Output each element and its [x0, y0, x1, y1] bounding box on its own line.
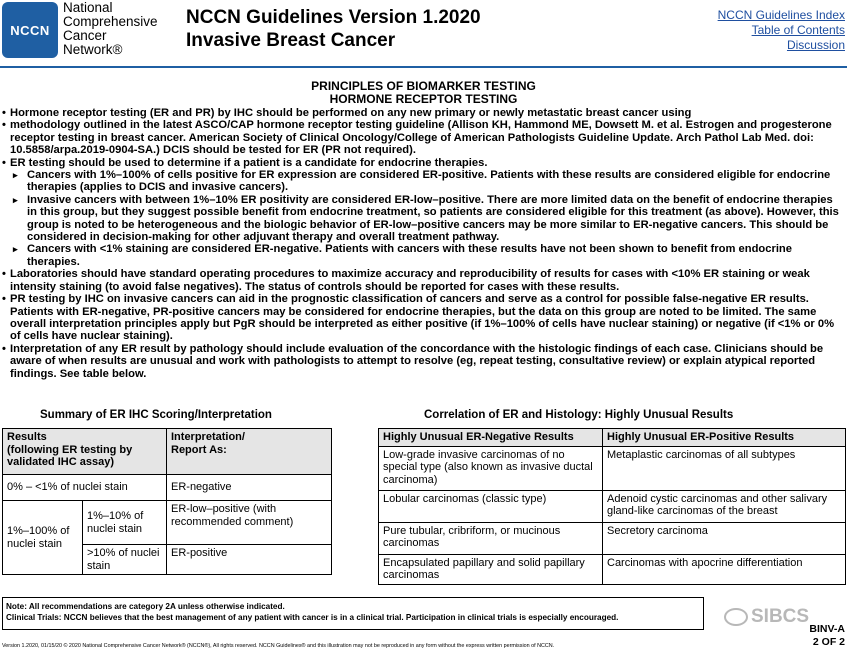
bullet-item: • Laboratories should have standard operating procedures to maximize accuracy and reproducibility of results for cases with <10% ER staining or weak intensity staining (to avoid false negatives). The status of controls should be reported for cases with these results. [2, 268, 845, 293]
bullet-item: • Hormone receptor testing (ER and PR) by IHC should be performed on any new primary or newly metastatic breast cancer using [2, 107, 845, 119]
table-cell: 1%–100% of nuclei stain [3, 501, 83, 575]
table-cell: >10% of nuclei stain [83, 545, 167, 575]
page-number: 2 OF 2 [812, 636, 845, 648]
table-row [379, 554, 846, 584]
watermark-text: SIBCS [751, 606, 810, 627]
header-divider [0, 66, 847, 68]
note-box [2, 597, 704, 630]
title-topic: Invasive Breast Cancer [186, 30, 396, 51]
table2-col1-header: Highly Unusual ER-Negative Results [379, 429, 603, 447]
wechat-icon [724, 608, 748, 626]
table-cell: Secretory carcinoma [603, 522, 846, 554]
er-scoring-table [2, 428, 332, 575]
table-cell: 1%–10% of nuclei stain [83, 501, 167, 545]
table-cell: ER-low–positive (with recommended comment) [167, 501, 332, 545]
bullet-item: • Interpretation of any ER result by pathology should include evaluation of the concordance with the histologic findings of each case. Clinicians should be aware of when results are unusual and work with pathologists to attempt to resolve (eg, repeat testing, consultative review) or explain atypical reported findings. See table below. [2, 343, 845, 380]
watermark [724, 606, 809, 628]
table-cell: Lobular carcinomas (classic type) [379, 490, 603, 522]
bullet-item: • methodology outlined in the latest ASCO/CAP hormone receptor testing guideline (Allison KH, Hammond ME, Dowsett M. et al. Estrogen and progesterone receptor testing in breast cancer. American Society of Clinical Oncology/College of American Pathologists Guideline Update. Arch Pathol Lab Med. doi: 10.5858/arpa.2019-0904-SA.) DCIS should be tested for ER (PR not required). [2, 119, 845, 156]
section-title: PRINCIPLES OF BIOMARKER TESTING [311, 79, 536, 93]
table1-heading: Summary of ER IHC Scoring/Interpretation [40, 409, 272, 421]
page-header [0, 0, 847, 64]
sub-bullet-item: ▸ Cancers with <1% staining are considered ER-negative. Patients with cancers with these results have not been shown to benefit from endocrine therapies. [10, 243, 845, 268]
table-cell: Pure tubular, cribriform, or mucinous carcinomas [379, 522, 603, 554]
table-cell: Metaplastic carcinomas of all subtypes [603, 446, 846, 490]
org-name-line: Comprehensive [63, 14, 158, 29]
table-cell: 0% – <1% of nuclei stain [3, 475, 167, 501]
org-name-line: Cancer [63, 28, 107, 43]
org-name-line: National [63, 0, 113, 15]
bullet-list [2, 107, 845, 380]
bullet-item: • PR testing by IHC on invasive cancers can aid in the prognostic classification of cancers and serve as a control for possible false-negative ER results. Patients with ER-negative, PR-positive cancers may be considered for endocrine therapies, but the data on this group are noted to be limited. The same overall interpretation principles apply but PgR should be interpreted as either positive (if 1%–100% of cells have nuclear staining) or negative (if <1% or 0% of cells have nuclear staining). [2, 293, 845, 343]
nav-links [718, 8, 845, 53]
table2-heading: Correlation of ER and Histology: Highly Unusual Results [424, 409, 734, 421]
discussion-link[interactable]: Discussion [786, 38, 845, 52]
table-cell: Low-grade invasive carcinomas of no special type (also known as invasive ductal carcinoma) [379, 446, 603, 490]
sub-bullet-item: ▸ Invasive cancers with between 1%–10% ER positivity are considered ER-low–positive. There are more limited data on the benefit of endocrine therapies in this group, but they suggest possible benefit from endocrine treatment, so patients are considered eligible for this treatment (as above). However, this group is noted to be heterogeneous and the biologic behavior of ER-low–positive cancers may be more similar to ER-negative cancers. This should be considered in decision-making for other adjuvant therapy and overall treatment pathway. [10, 194, 845, 244]
sub-bullet-item: ▸ Cancers with 1%–100% of cells positive for ER expression are considered ER-positive. Patients with these results are considered eligible for endocrine therapies (applies to DCIS and invasive cancers). [10, 169, 845, 194]
page-code [809, 623, 845, 649]
nccn-logo: NCCN [2, 2, 58, 58]
org-name [63, 1, 158, 57]
table-cell: ER-negative [167, 475, 332, 501]
table-cell: Adenoid cystic carcinomas and other salivary gland-like carcinomas of the breast [603, 490, 846, 522]
table2-col2-header: Highly Unusual ER-Positive Results [603, 429, 846, 447]
copyright-footer: Version 1.2020, 01/15/20 © 2020 National Comprehensive Cancer Network® (NCCN®), All rights reserved. NCCN Guidelines® and this illustration may not be reproduced in any form without the express written permission of NCCN. [2, 643, 555, 649]
note-line: Clinical Trials: NCCN believes that the best management of any patient with cancer is in a clinical trial. Participation in clinical trials is especially encouraged. [6, 613, 619, 622]
bullet-item: • ER testing should be used to determine if a patient is a candidate for endocrine therapies. [2, 157, 845, 169]
table1-col1-header: Results (following ER testing by validated IHC assay) [3, 429, 167, 475]
page-code-id: BINV-A [809, 623, 845, 635]
table-cell: Carcinomas with apocrine differentiation [603, 554, 846, 584]
table-cell: Encapsulated papillary and solid papillary carcinomas [379, 554, 603, 584]
title-version: NCCN Guidelines Version 1.2020 [186, 7, 481, 28]
table-of-contents-link[interactable]: Table of Contents [751, 23, 845, 37]
histology-correlation-table [378, 428, 846, 585]
table-row [379, 490, 846, 522]
org-name-line: Network® [63, 42, 123, 57]
table-row [379, 522, 846, 554]
table-cell: ER-positive [167, 545, 332, 575]
table-row [379, 446, 846, 490]
note-line: Note: All recommendations are category 2A unless otherwise indicated. [6, 602, 285, 611]
guidelines-index-link[interactable]: NCCN Guidelines Index [717, 8, 845, 22]
table1-col2-header: Interpretation/ Report As: [167, 429, 332, 475]
page-title [186, 6, 481, 52]
section-subtitle: HORMONE RECEPTOR TESTING [329, 92, 518, 106]
